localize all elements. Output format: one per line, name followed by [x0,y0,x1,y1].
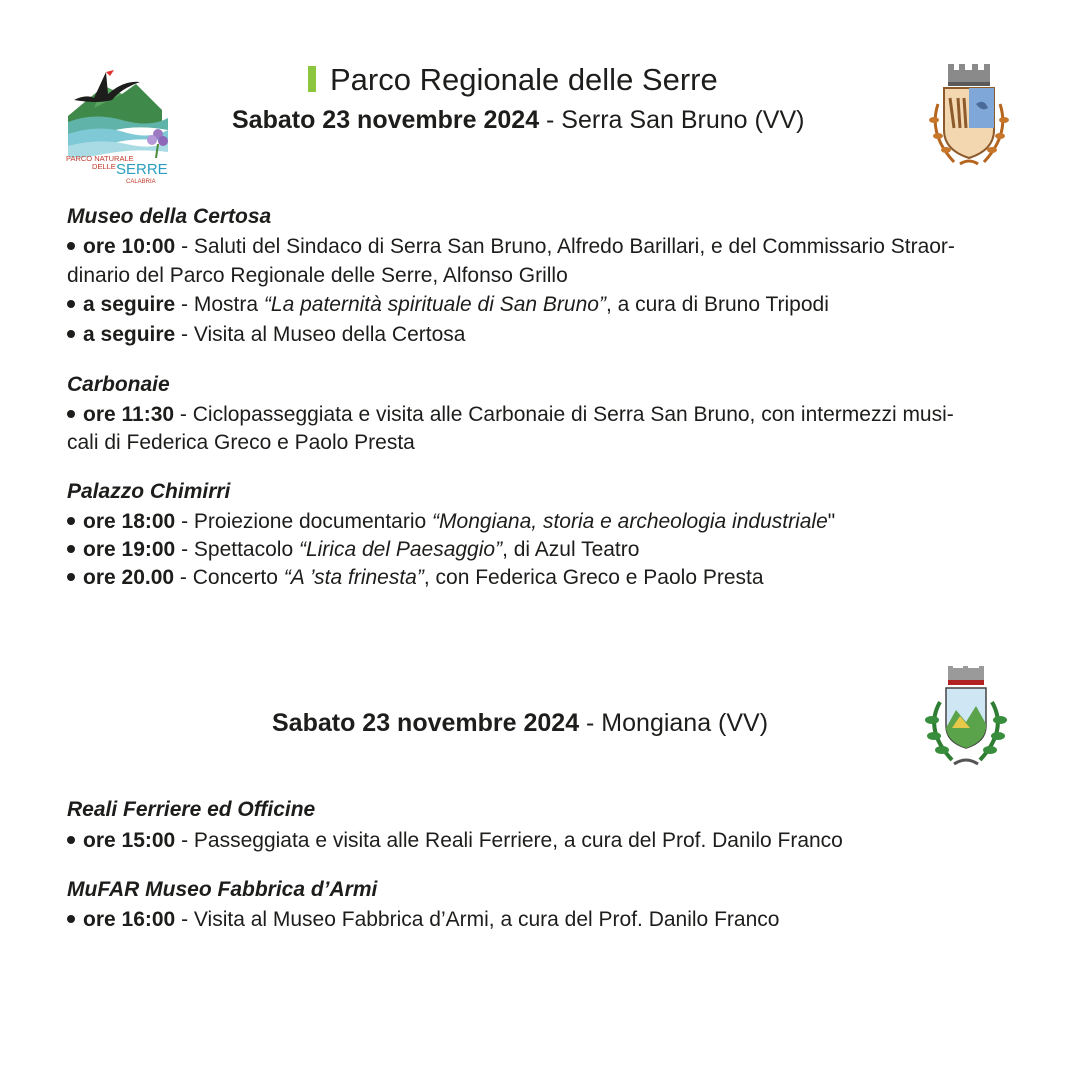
event2-date: Sabato 23 novembre 2024 [272,709,580,737]
section-title-mufar: MuFAR Museo Fabbrica d’Armi [67,878,378,901]
list-item [67,507,835,536]
item-text-post: , di Azul Teatro [502,538,640,561]
item-italic-title: “A ’sta frinesta” [283,566,424,589]
item-continuation: cali di Federica Greco e Paolo Presta [67,431,415,454]
bullet-icon [67,330,75,338]
green-bar-icon [308,66,316,92]
list-item [67,232,955,261]
serra-san-bruno-crest-icon [924,64,1014,172]
event1-date-line [232,106,804,135]
item-italic-title: “Lirica del Paesaggio” [298,538,503,561]
item-text: - Mostra [175,293,264,316]
park-logo-line3: SERRE [116,161,168,178]
bullet-icon [67,915,75,923]
list-item [67,320,465,349]
event2-date-line [272,709,768,738]
item-time: a seguire [83,323,176,346]
item-text: - Ciclopasseggiata e visita alle Carbonaie di Serra San Bruno, con intermezzi musi- [174,403,954,426]
park-logo-line1: PARCO NATURALE [66,154,134,163]
item-time: a seguire [83,293,176,316]
item-text: - Passeggiata e visita alle Reali Ferriere, a cura del Prof. Danilo Franco [175,829,843,852]
item-text-post: , a cura di Bruno Tripodi [605,293,829,316]
item-continuation: dinario del Parco Regionale delle Serre, Alfonso Grillo [67,264,568,287]
list-item [67,826,843,855]
item-time: ore 20.00 [83,566,175,589]
park-logo-line4: CALABRIA [126,179,156,185]
bullet-icon [67,573,75,581]
item-time: ore 15:00 [83,829,176,852]
section-title-museo: Museo della Certosa [67,205,272,228]
item-text: - Proiezione documentario [175,510,433,533]
item-italic-title: “La paternità spirituale di San Bruno” [263,293,606,316]
item-text-post: " [827,510,836,533]
item-text: - Saluti del Sindaco di Serra San Bruno, Alfredo Barillari, e del Commissario Straor- [175,235,955,258]
bullet-icon [67,545,75,553]
section-title-ferriere: Reali Ferriere ed Officine [67,798,316,821]
section-title-chimirri: Palazzo Chimirri [67,480,231,503]
bullet-icon [67,517,75,525]
park-title [308,62,718,98]
item-time: ore 19:00 [83,538,176,561]
item-time: ore 10:00 [83,235,176,258]
event1-date: Sabato 23 novembre 2024 [232,106,540,134]
item-time: ore 11:30 [83,403,175,426]
item-text: - Spettacolo [175,538,299,561]
bullet-icon [67,242,75,250]
item-text-post: , con Federica Greco e Paolo Presta [423,566,764,589]
list-item [67,905,779,934]
park-logo-icon [64,64,176,186]
item-time: ore 18:00 [83,510,176,533]
park-title-text: Parco Regionale delle Serre [330,62,718,97]
section-title-carbonaie: Carbonaie [67,373,170,396]
item-italic-title: “Mongiana, storia e archeologia industriale [432,510,828,533]
list-item [67,290,829,319]
event2-place: - Mongiana (VV) [579,709,769,737]
mongiana-crest-icon [918,666,1014,778]
park-logo-line2: DELLE [92,162,116,171]
item-text: - Concerto [174,566,284,589]
list-item [67,563,764,592]
item-text: - Visita al Museo della Certosa [175,323,466,346]
item-time: ore 16:00 [83,908,176,931]
bullet-icon [67,300,75,308]
event1-place: - Serra San Bruno (VV) [539,106,805,134]
bullet-icon [67,410,75,418]
list-item [67,400,954,429]
bullet-icon [67,836,75,844]
list-item [67,535,639,564]
item-text: - Visita al Museo Fabbrica d’Armi, a cura del Prof. Danilo Franco [175,908,780,931]
